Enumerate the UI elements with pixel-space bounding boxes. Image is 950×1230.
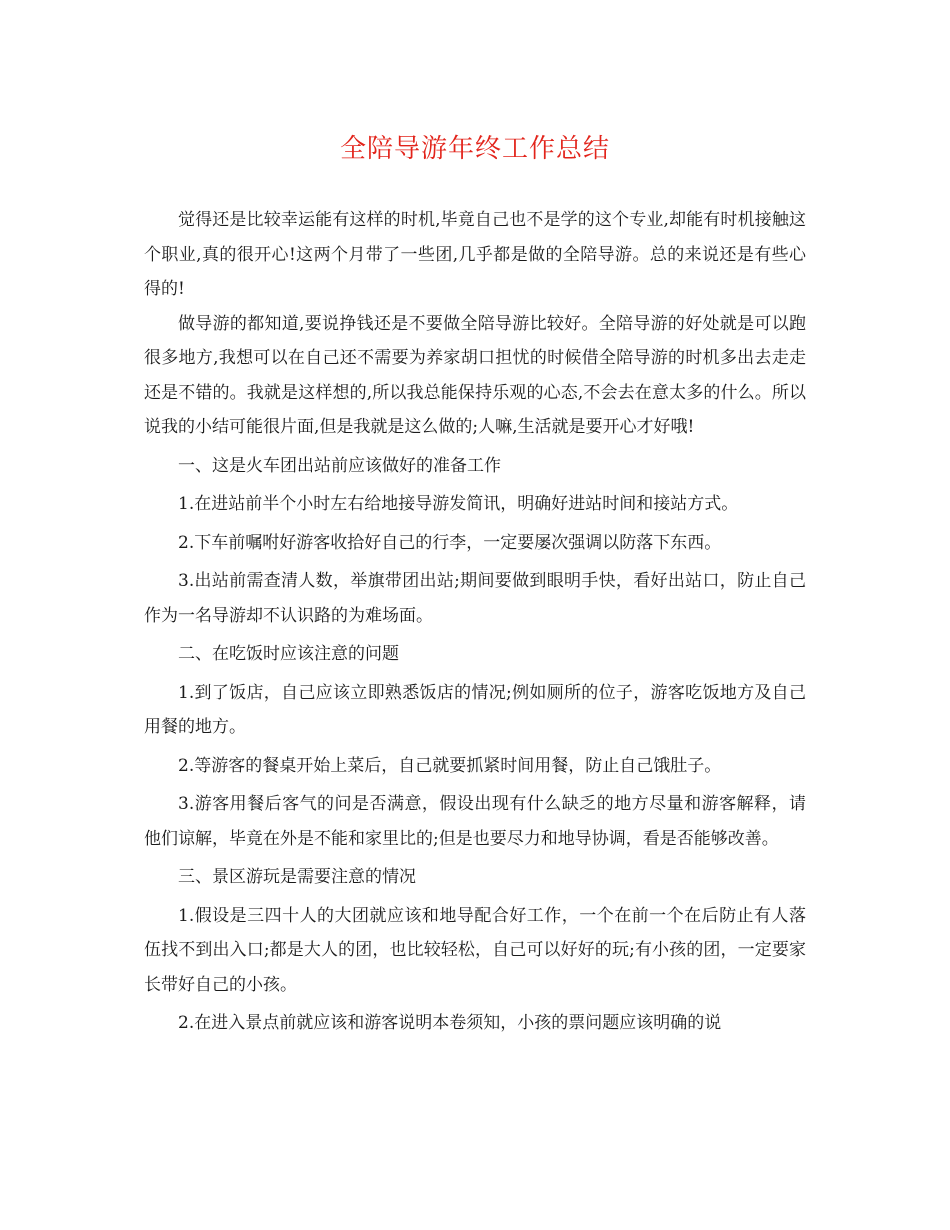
list-item-1-1: 1.在进站前半个小时左右给地接导游发简讯，明确好进站时间和接站方式。 [178,494,739,514]
section-heading-2: 二、在吃饭时应该注意的问题 [178,644,399,664]
section-heading-3: 三、景区游玩是需要注意的情况 [178,867,416,887]
list-item-1-2: 2.下车前嘱咐好游客收拾好自己的行李，一定要屡次强调以防落下东西。 [178,532,722,553]
document-body [144,203,806,1041]
list-item-3-2: 2.在进入景点前就应该和游客说明本卷须知，小孩的票问题应该明确的说 [178,1013,722,1033]
list-item-1-3: 3.出站前需查清人数，举旗带团出站;期间要做到眼明手快，看好出站口，防止自己作为一名导游却不认识路的为难场面。 [144,571,806,626]
document-title: 全陪导游年终工作总结 [339,134,610,164]
list-item-3-1: 1.假设是三四十人的大团就应该和地导配合好工作，一个在前一个在后防止有人落伍找不到出入口;都是大人的团，也比较轻松，自己可以好好的玩;有小孩的团，一定要家长带好自己的小孩。 [144,905,806,995]
paragraph-intro: 觉得还是比较幸运能有这样的时机,毕竟自己也不是学的这个专业,却能有时机接触这个职业,真的很开心!这两个月带了一些团,几乎都是做的全陪导游。总的来说还是有些心得的! [144,210,806,299]
list-item-2-3: 3.游客用餐后客气的问是否满意，假设出现有什么缺乏的地方尽量和游客解释，请他们谅解，毕竟在外是不能和家里比的;但是也要尽力和地导协调，看是否能够改善。 [144,794,806,849]
list-item-2-2: 2.等游客的餐桌开始上菜后，自己就要抓紧时间用餐，防止自己饿肚子。 [178,755,722,776]
paragraph-intro-2: 做导游的都知道,要说挣钱还是不要做全陪导游比较好。全陪导游的好处就是可以跑很多地方,我想可以在自己还不需要为养家胡口担忧的时候借全陪导游的时机多出去走走还是不错的。我就是这样想的,所以我总能保持乐观的心态,不会去在意太多的什么。所以说我的小结可能很片面,但是我就是这么做的;人嘛,生活就是要开心才好哦! [144,313,806,437]
list-item-2-1: 1.到了饭店，自己应该立即熟悉饭店的情况;例如厕所的位子，游客吃饭地方及自己用餐的地方。 [144,682,806,737]
section-heading-1: 一、这是火车团出站前应该做好的准备工作 [178,455,501,476]
